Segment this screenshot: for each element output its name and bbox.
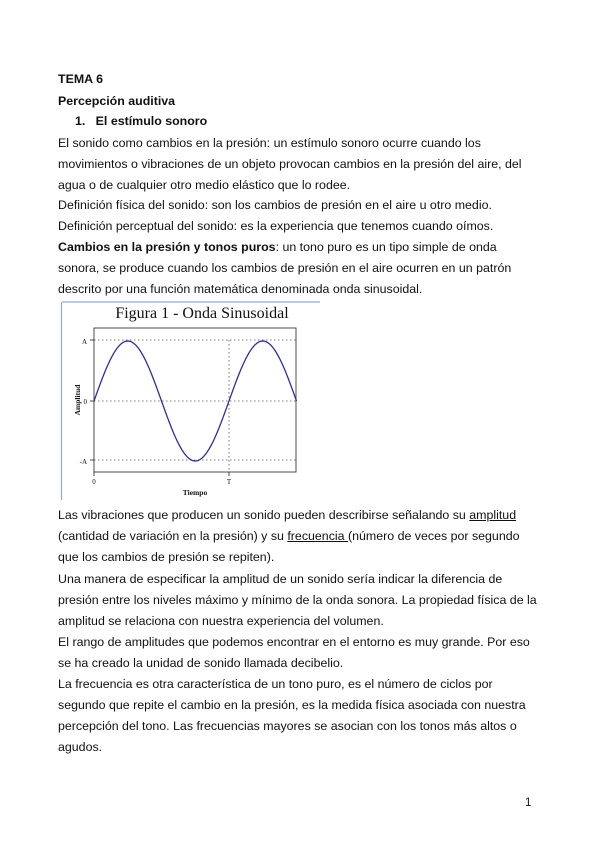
sine-wave-figure xyxy=(58,300,320,500)
figure-xtick-t: T xyxy=(226,478,232,486)
definition-physical: Definición física del sonido: son los cambios de presión en el aire u otro medio. xyxy=(58,198,492,212)
para5-line1: El rango de amplitudes que podemos encontrar en el entorno es muy grande. Por eso xyxy=(58,635,530,649)
figure-ytick-neg-a: -A xyxy=(79,458,87,466)
page-subtitle: Percepción auditiva xyxy=(58,94,176,108)
para3-line1-text: Las vibraciones que producen un sonido pueden describirse señalando su xyxy=(58,508,470,522)
figure-ytick-a: A xyxy=(81,338,87,346)
page-number: 1 xyxy=(525,797,532,809)
section-title: El estímulo sonoro xyxy=(95,114,208,128)
para6-line4: agudos. xyxy=(58,740,103,754)
para6-line1: La frecuencia es otra característica de un tono puro, es el número de ciclos por xyxy=(58,677,493,691)
figure-background xyxy=(58,300,320,500)
para5-line2: se ha creado la unidad de sonido llamada decibelio. xyxy=(58,656,344,670)
tema-heading: TEMA 6 xyxy=(58,72,103,86)
para3-line2 xyxy=(58,528,520,544)
figure-ytick-zero: 0 xyxy=(83,398,87,406)
figure-title: Figura 1 - Onda Sinusoidal xyxy=(115,305,289,322)
para2-bold-term: Cambios en la presión y tonos puros xyxy=(58,240,276,254)
section-number: 1. xyxy=(75,114,86,128)
para3-line2-rest: (número de veces por segundo xyxy=(347,529,520,543)
para1-line2: movimientos o vibraciones de un objeto provocan cambios en la presión del aire, del xyxy=(58,157,522,171)
para3-line2-text: (cantidad de variación en la presión) y su xyxy=(58,529,288,543)
definition-perceptual: Definición perceptual del sonido: es la experiencia que tenemos cuando oímos. xyxy=(58,219,494,233)
section-heading xyxy=(75,113,207,129)
para1-line3: agua o de cualquier otro medio elástico que lo rodee. xyxy=(58,178,351,192)
para4-line2: presión entre los niveles máximo y mínimo de la onda sonora. La propiedad física de la xyxy=(58,593,537,607)
para3-line3: que los cambios de presión se repiten). xyxy=(58,550,275,564)
para6-line3: percepción del tono. Las frecuencias mayores se asocian con los tonos más altos o xyxy=(58,719,517,733)
para1-line1: El sonido como cambios en la presión: un estímulo sonoro ocurre cuando los xyxy=(58,136,481,150)
figure-ylabel: Amplitud xyxy=(73,384,82,416)
para4-line3: amplitud se relaciona con nuestra experiencia del volumen. xyxy=(58,614,384,628)
para6-line2: segundo que repite el cambio en la presión, es la medida física asociada con nuestra xyxy=(58,698,526,712)
para2-line2: sonora, se produce cuando los cambios de presión en el aire ocurren en un patrón xyxy=(58,261,512,275)
amplitud-term: amplitud xyxy=(469,508,517,522)
para3-line1 xyxy=(58,507,516,523)
figure-xtick-0: 0 xyxy=(92,478,96,486)
frecuencia-term: frecuencia xyxy=(287,529,348,543)
para2-line1-rest: : un tono puro es un tipo simple de onda xyxy=(275,240,497,254)
para2-line3: descrito por una función matemática denominada onda sinusoidal. xyxy=(58,282,423,296)
figure-xlabel: Tiempo xyxy=(182,488,208,497)
para2-line1 xyxy=(58,239,497,255)
para4-line1: Una manera de especificar la amplitud de un sonido sería indicar la diferencia de xyxy=(58,572,503,586)
